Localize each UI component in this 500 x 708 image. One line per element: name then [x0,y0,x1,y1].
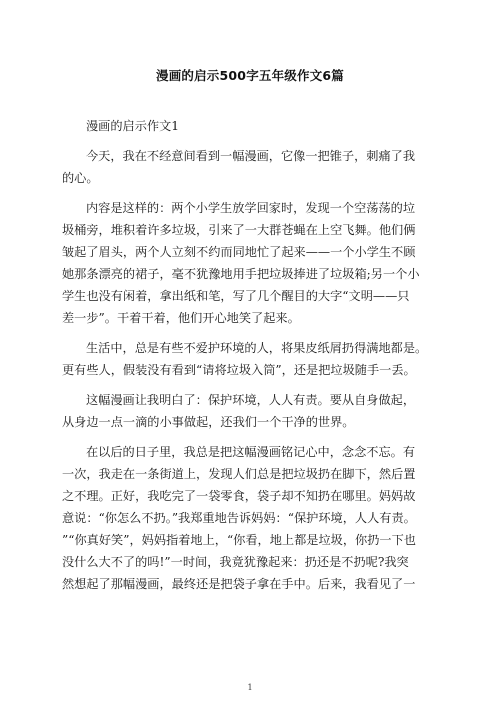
paragraph-line: 这幅漫画让我明白了：保护环境，人人有责。要从自身做起， [86,393,416,407]
section-heading: 漫画的启示作文1 [86,119,180,133]
paragraph-line: ”“你真好笑”，妈妈指着地上，“你看，地上都是垃圾，你扔一下也 [62,533,416,547]
paragraph-line: 之不理。正好，我吃完了一袋零食，袋子却不知扔在哪里。妈妈故 [62,489,416,503]
paragraph-line: 圾桶旁，堆积着许多垃圾，引来了一大群苍蝇在上空飞舞。他们俩 [62,223,416,237]
paragraph-line: 一次，我走在一条街道上，发现人们总是把垃圾扔在脚下，然后置 [62,467,416,481]
paragraph-line: 皱起了眉头，两个人立刻不约而同地忙了起来——一个小学生不顾 [62,245,416,259]
paragraph-line: 差一步”。干着干着，他们开心地笑了起来。 [62,311,300,325]
paragraph-line: 今天，我在不经意间看到一幅漫画，它像一把锥子，刺痛了我 [86,149,416,163]
paragraph-line: 然想起了那幅漫画，最终还是把袋子拿在手中。后来，我看见了一 [62,577,416,591]
paragraph-line: 没什么大不了的吗!”一时间，我竟犹豫起来：扔还是不扔呢?我突 [62,555,409,569]
paragraph-line: 从身边一点一滴的小事做起，还我们一个干净的世界。 [62,415,355,429]
page-number: 1 [247,683,253,692]
paragraph-line: 学生也没有闲着，拿出纸和笔，写了几个醒目的大字“文明——只 [62,289,410,303]
document-title: 漫画的启示500字五年级作文6篇 [156,68,344,83]
paragraph-line: 她那条漂亮的裙子，毫不犹豫地用手把垃圾捧进了垃圾箱;另一个小 [62,267,420,281]
paragraph-line: 意说：“你怎么不扔。”我郑重地告诉妈妈：“保护环境，人人有责。 [62,511,416,525]
paragraph-line: 在以后的日子里，我总是把这幅漫画铭记心中，念念不忘。有 [86,445,416,459]
paragraph-line: 内容是这样的：两个小学生放学回家时，发现一个空荡荡的垃 [86,201,416,215]
paragraph-line: 更有些人，假装没有看到“请将垃圾入筒”，还是把垃圾随手一丢。 [62,363,416,377]
paragraph-line: 的心。 [62,171,99,185]
paragraph-line: 生活中，总是有些不爱护环境的人，将果皮纸屑扔得满地都是。 [86,341,428,355]
